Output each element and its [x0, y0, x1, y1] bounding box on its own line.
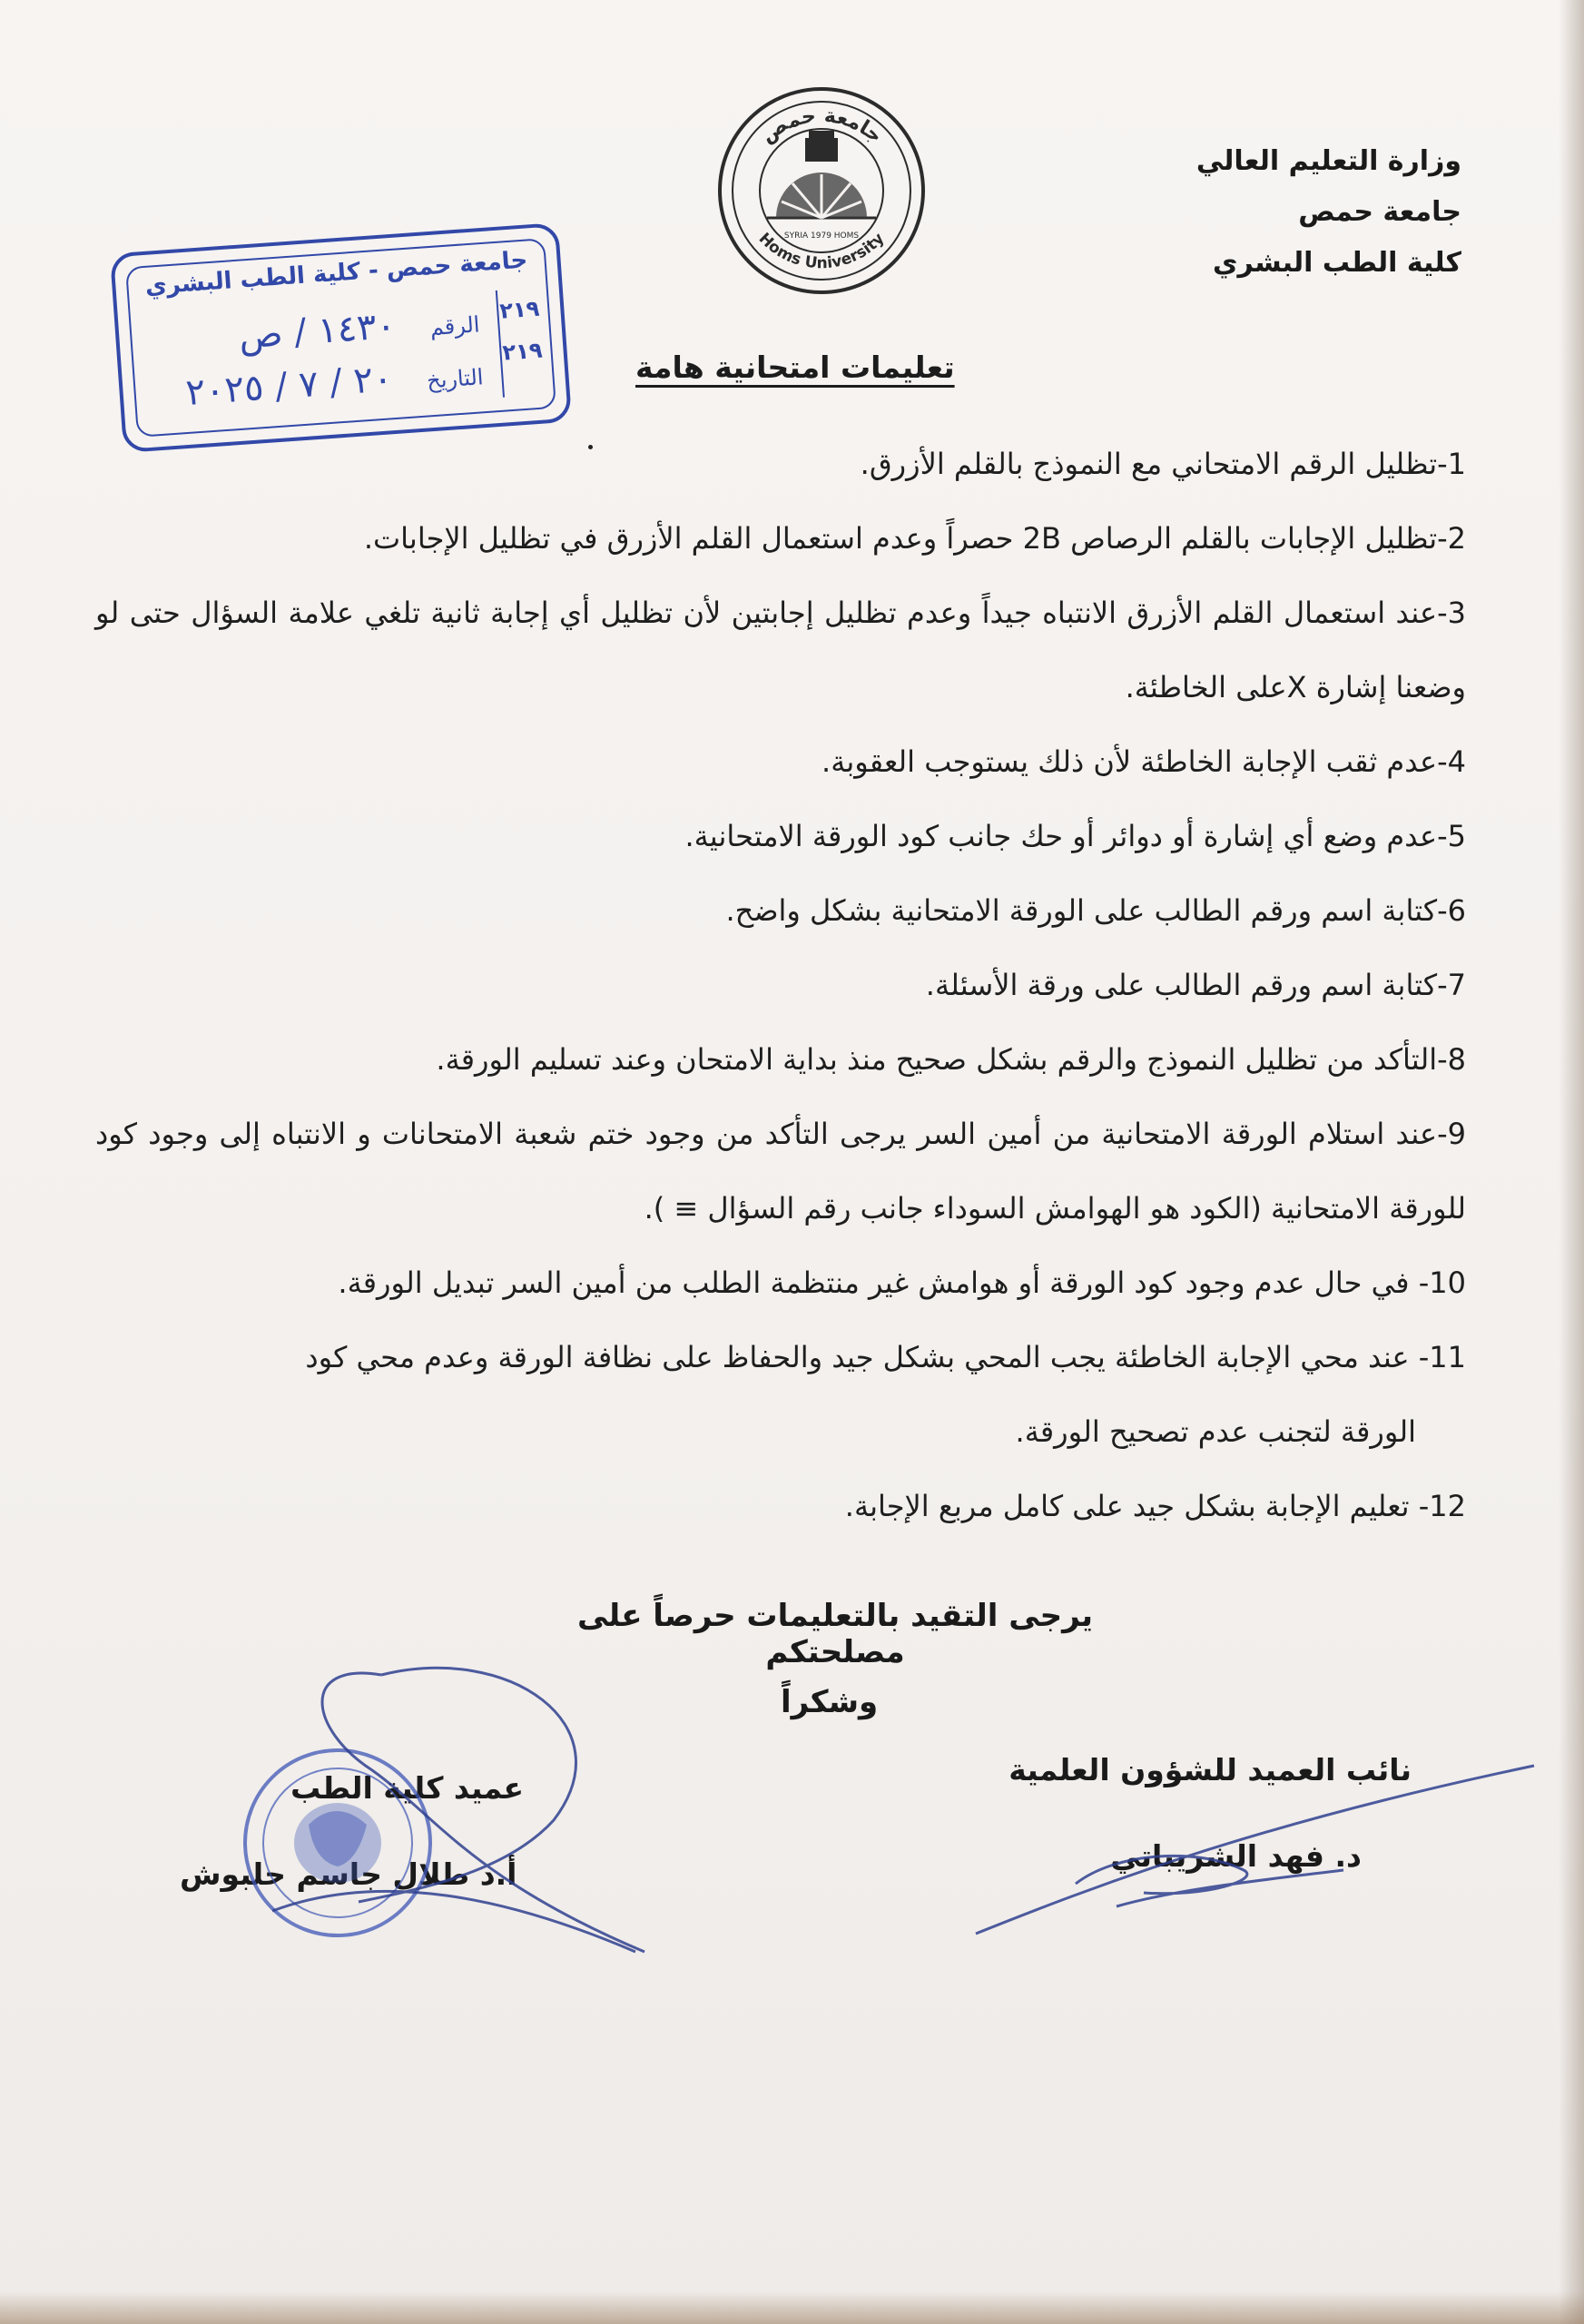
dean-signature [272, 1668, 644, 1952]
dean-name: أ.د طلال جاسم حلبوش [180, 1856, 517, 1892]
instruction-item: 8-التأكد من تظليل النموذج والرقم بشكل صحيح منذ بداية الامتحان وعند تسليم الورقة. [436, 1042, 1466, 1077]
page-edge-shadow-right [1559, 0, 1584, 2324]
stamp-side-top: ٢١٩ [498, 295, 541, 324]
instruction-item: 10- في حال عدم وجود كود الورقة أو هوامش غير منتظمة الطلب من أمين السر تبديل الورقة. [338, 1265, 1466, 1300]
page-edge-shadow-bottom [0, 2291, 1584, 2324]
instruction-item: 1-تظليل الرقم الامتحاني مع النموذج بالقلم الأزرق. [860, 447, 1466, 481]
stamp-number-value: ١٤٣٠ / ص [237, 304, 398, 358]
faculty-name: كلية الطب البشري [1212, 247, 1461, 279]
closing-note: يرجى التقيد بالتعليمات حرصاً على مصلحتكم [576, 1598, 1094, 1670]
document-title: تعليمات امتحانية هامة [635, 350, 955, 385]
university-name: جامعة حمص [1298, 196, 1461, 228]
dean-title: عميد كلية الطب [290, 1770, 525, 1806]
instructions-list [95, 427, 1466, 1543]
university-logo [703, 82, 940, 300]
stamp-date-label: التاريخ [426, 364, 485, 394]
logo-year-text: SYRIA 1979 HOMS [783, 231, 860, 241]
vice-dean-title: نائب العميد للشؤون العلمية [1008, 1752, 1412, 1787]
logo-english-name: Homs University [754, 229, 889, 273]
instruction-item: 3-عند استعمال القلم الأزرق الانتباه جيداً وعدم تظليل إجابتين لأن تظليل أي إجابة ثانية تلغي علامة السؤال حتى لو وضعنا إشارة Xعلى الخاطئة. [95, 596, 1466, 704]
instruction-item: 5-عدم وضع أي إشارة أو دوائر أو حك جانب كود الورقة الامتحانية. [684, 819, 1466, 853]
instruction-item: 11- عند محي الإجابة الخاطئة يجب المحي بشكل جيد والحفاظ على نظافة الورقة وعدم محي كود [305, 1340, 1466, 1374]
letterhead [1196, 136, 1461, 289]
instruction-item: 9-عند استلام الورقة الامتحانية من أمين السر يرجى التأكد من وجود ختم شعبة الامتحانات و الانتباه إلى وجود كود للورقة الامتحانية (الكود هو الهوامش السوداء جانب رقم السؤال ≡ ). [95, 1117, 1466, 1226]
instruction-item: 12- تعليم الإجابة بشكل جيد على كامل مربع الإجابة. [844, 1489, 1466, 1523]
ministry-name: وزارة التعليم العالي [1195, 145, 1461, 177]
stamp-side-box [496, 288, 546, 398]
vice-dean-name: د. فهد الشريباتي [1110, 1838, 1362, 1874]
instruction-item: 4-عدم ثقب الإجابة الخاطئة لأن ذلك يستوجب العقوبة. [822, 744, 1466, 779]
instruction-item: 7-كتابة اسم ورقم الطالب على ورقة الأسئلة. [925, 968, 1466, 1002]
stamp-date-value: ٢٠ / ٧ / ٢٠٢٥ [184, 358, 394, 415]
instruction-item: 2-تظليل الإجابات بالقلم الرصاص 2B حصراً وعدم استعمال القلم الأزرق في تظليل الإجابات. [363, 521, 1466, 556]
thanks-note: وشكراً [781, 1684, 879, 1720]
stamp-title: جامعة حمص - كلية الطب البشري [143, 246, 529, 300]
instruction-item-continuation: الورقة لتجنب عدم تصحيح الورقة. [1015, 1414, 1416, 1449]
registration-stamp [110, 222, 572, 453]
stamp-side-bottom: ٢١٩ [501, 337, 544, 366]
logo-arabic-name: جامعة حمص [756, 104, 887, 149]
instruction-item: 6-كتابة اسم ورقم الطالب على الورقة الامتحانية بشكل واضح. [725, 893, 1466, 928]
stamp-number-label: الرقم [428, 311, 481, 341]
